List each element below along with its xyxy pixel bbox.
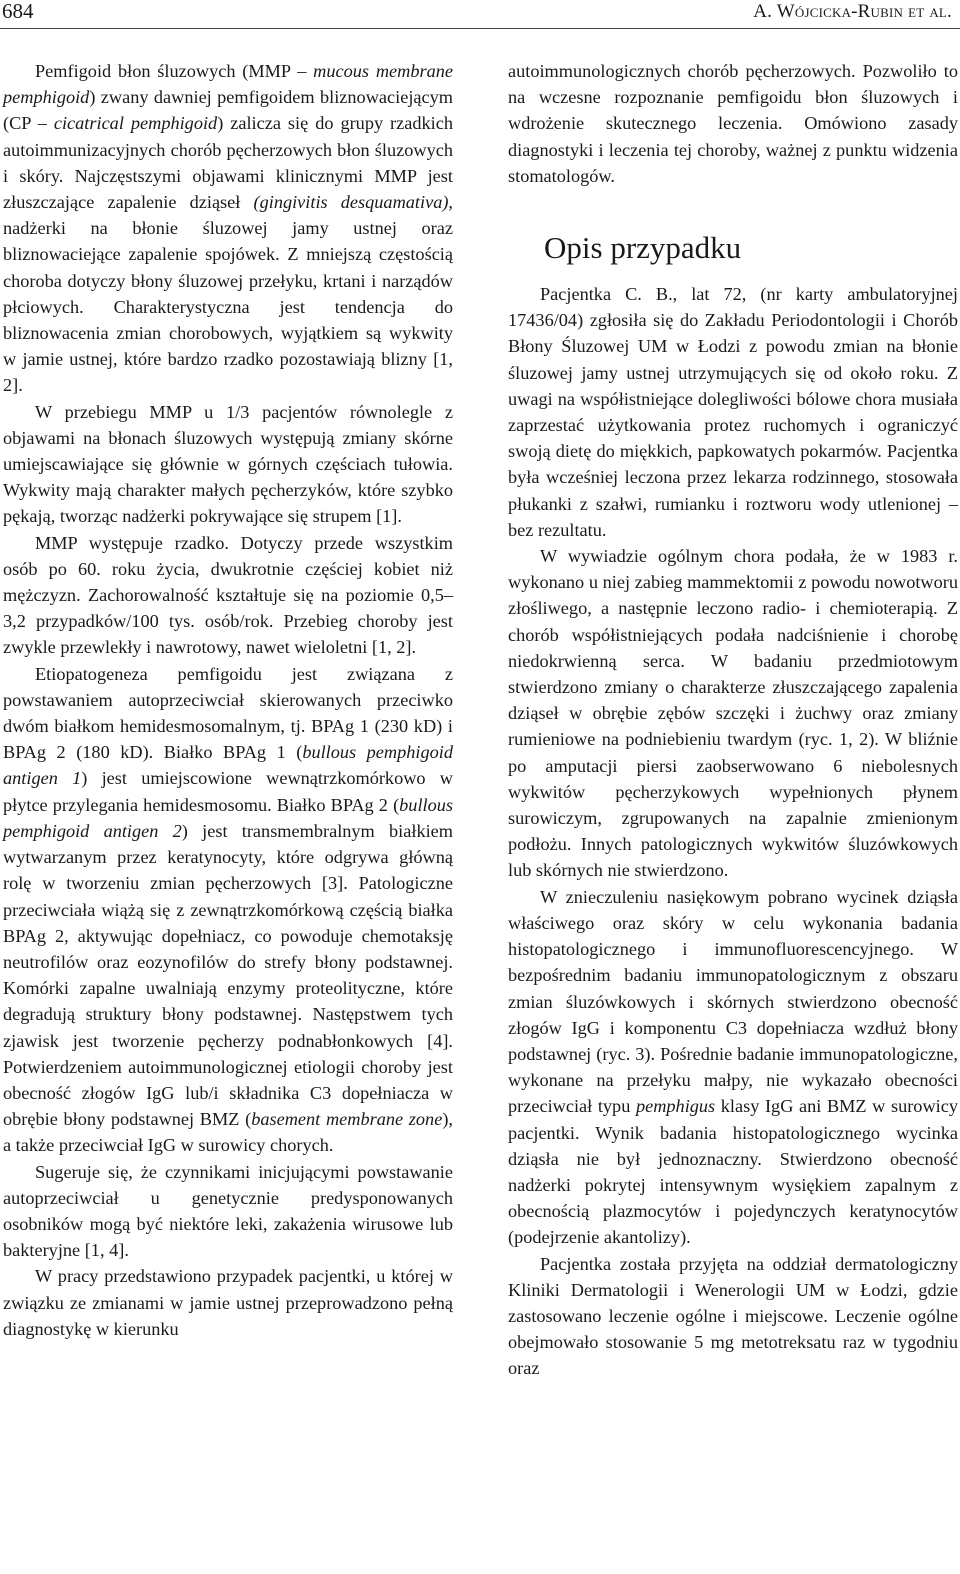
text-run: ) jest umiejscowione wewnątrzkomórkowo w płytce przylegania hemidesmosomu. Białko BPAg 2 ( bbox=[3, 768, 454, 815]
text-run: W znieczuleniu nasiękowym pobrano wycinek dziąsła właściwego oraz skóry w celu wykonania badania histopatologicznego i immunofluorescencyjnego. W bezpośrednim badaniu immunopatologicznym z obszaru zmian śluzówkowych i skórnych stwierdzono obecność złogów IgG i komponentu C3 dopełniacza wzdłuż błony podstawnej (ryc. 3). Pośrednie badanie immunopatologiczne, wykonane na przełyku małpy, nie wykazało obecności przeciwciał typu bbox=[508, 886, 958, 1117]
right-column bbox=[508, 58, 958, 1382]
body-paragraph: W przebiegu MMP u 1/3 pacjentów równolegle z objawami na błonach śluzowych występują zmiany skórne umiejscawiające się głównie w górnych częściach tułowia. Wykwity mają charakter małych pęcherzyków, które szybko pękają, tworząc nadżerki pokrywające się strupem [1]. bbox=[3, 401, 453, 527]
body-paragraph: autoimmunologicznych chorób pęcherzowych. Pozwoliło to na wczesne rozpoznanie pemfigoidu błon śluzowych i wdrożenie skutecznego leczenia. Omówiono zasady diagnostyki i leczenia tej choroby, ważnej z punktu widzenia stomatologów. bbox=[508, 61, 958, 186]
italic-term: cicatrical pemphigoid bbox=[53, 113, 218, 134]
body-paragraph bbox=[508, 884, 958, 1251]
italic-term: pemphigus bbox=[635, 1096, 716, 1117]
body-paragraph: W pracy przedstawiono przypadek pacjentki, u której w związku ze zmianami w jamie ustnej przeprowadzono pełną diagnostykę w kierunku bbox=[3, 1266, 453, 1339]
text-run: ) zalicza się do grupy rzadkich autoimmunizacyjnych chorób pęcherzowych błon śluzowych i skóry. Najczęstszymi objawami klinicznymi MMP jest złuszczające zapalenie dziąseł bbox=[3, 113, 453, 213]
body-paragraph bbox=[3, 661, 453, 1159]
text-run: Pemfigoid błon śluzowych (MMP – bbox=[35, 61, 314, 81]
body-paragraph: MMP występuje rzadko. Dotyczy przede wszystkim osób po 60. roku życia, dwukrotnie częściej kobiet niż mężczyzn. Zachorowalność kształtuje się na poziomie 0,5–3,2 przypadków/100 tys. osób/rok. Przebieg choroby jest zwykle przewlekły i nawrotowy, nawet wieloletni [1, 2]. bbox=[3, 532, 453, 658]
page-header bbox=[0, 0, 960, 29]
body-paragraph: W wywiadzie ogólnym chora podała, że w 1983 r. wykonano u niej zabieg mammektomii z powodu nowotworu złośliwego, a następnie leczono radio- i chemioterapią. Z chorób współistniejących podała nadciśnienie i chorobę niedokrwienną serca. W badaniu przedmiotowym stwierdzono zmiany o charakterze złuszczającego zapalenia dziąseł w obrębie zębów szczęki i żuchwy oraz zmiany rumieniowe na podniebieniu twardym (ryc. 1, 2). W bliźnie po amputacji piersi zaobserwowano 6 niebolesnych wykwitów pęcherzykowych wypełnionych płynem surowiczym, zgrupowanych na zapalnie zmienionym podłożu. Innych patologicznych wykwitów śluzówkowych lub skórnych nie stwierdzono. bbox=[508, 546, 958, 881]
intro-paragraph bbox=[3, 58, 453, 399]
section-title: Opis przypadku bbox=[544, 230, 742, 266]
text-run: ), a także przeciwciał IgG w surowicy chorych. bbox=[3, 1109, 453, 1156]
italic-term: basement membrane zone bbox=[251, 1109, 443, 1130]
page-number: 684 bbox=[2, 0, 34, 23]
running-author: A. Wójcicka-Rubin et al. bbox=[753, 1, 952, 22]
text-run: Etiopatogeneza pemfigoidu jest związana z powstawaniem autoprzeciwciał skierowanych przeciwko dwóm białkom hemidesmosomalnym, tj. BPAg 1 (230 kD) i BPAg 2 (180 kD). Białko BPAg 1 ( bbox=[3, 663, 453, 763]
body-paragraph: Pacjentka została przyjęta na oddział dermatologiczny Kliniki Dermatologii i Wenerologii UM w Łodzi, gdzie zastosowano leczenie ogólne i miejscowe. Leczenie ogólne obejmowało stosowanie 5 mg metotreksatu raz w tygodniu oraz bbox=[508, 1253, 958, 1379]
italic-term: bullous pemphigoid antigen 1 bbox=[3, 742, 453, 789]
text-run: , nadżerki na błonie śluzowej jamy ustnej oraz bliznowaciejące zapalenie spojówek. Z mniejszą częstością choroba dotyczy błony śluzowej przełyku, krtani i narządów płciowych. Charakterystyczna jest tendencja do bliznowacenia zmian chorobowych, wyjątkiem są wykwity w jamie ustnej, które bardzo rzadko pozostawiają blizny [1, 2]. bbox=[3, 192, 453, 396]
text-run: ) zwany dawniej pemfigoidem bliznowaciejącym (CP – bbox=[3, 87, 453, 134]
body-paragraph: Pacjentka C. B., lat 72, (nr karty ambulatoryjnej 17436/04) zgłosiła się do Zakładu Periodontologii i Chorób Błony Śluzowej UM w Łodzi z powodu zmian na błonie śluzowej jamy ustnej utrzymujących się od około roku. Z uwagi na współistniejące dolegliwości bólowe chora musiała zaprzestać użytkowania protez ruchomych i ograniczyć swoją dietę do miękkich, papkowatych pokarmów. Pacjentka była wcześniej leczona przez lekarza rodzinnego, stosowała płukanki z szałwi, rumianku i roztworu wody utlenionej – bez rezultatu. bbox=[508, 284, 958, 540]
italic-term: (gingivitis desquamativa) bbox=[253, 192, 449, 213]
italic-term: mucous membrane pemphigoid bbox=[3, 61, 454, 108]
text-run: ) jest transmembralnym białkiem wytwarzanym przez keratynocyty, które odgrywa główną rolę w tworzeniu zmian pęcherzowych [3]. Patologiczne przeciwciała wiążą się z zewnątrzkomórkową częścią białka BPAg 2, aktywując dopełniacz, co powoduje chemotaksję neutrofilów oraz eozynofilów do strefy błony podstawnej. Komórki zapalne uwalniają enzymy proteolityczne, które degradują struktury błony podstawnej. Następstwem tych zjawisk jest tworzenie pęcherzy podnabłonkowych [4]. Potwierdzeniem autoimmunologicznej etiologii choroby jest obecność złogów IgG lub/i składnika C3 dopełniacza w obrębie błony podstawnej BMZ ( bbox=[3, 820, 453, 1130]
left-column bbox=[3, 58, 453, 1342]
body-paragraph: Sugeruje się, że czynnikami inicjującymi powstawanie autoprzeciwciał u genetycznie predysponowanych osobników mogą być niektóre leki, zakażenia wirusowe lub bakteryjne [1, 4]. bbox=[3, 1161, 453, 1261]
italic-term: bullous pemphigoid antigen 2 bbox=[3, 794, 453, 841]
text-run: klasy IgG ani BMZ w surowicy pacjentki. Wynik badania histopatologicznego wycinka dziąsła nie był jednoznaczny. Stwierdzono obecność nadżerki pokrytej intensywnym wysiękiem zapalnym z obecnością plazmocytów i pojedynczych keratynocytów (podejrzenie akantolizy). bbox=[508, 1096, 958, 1248]
